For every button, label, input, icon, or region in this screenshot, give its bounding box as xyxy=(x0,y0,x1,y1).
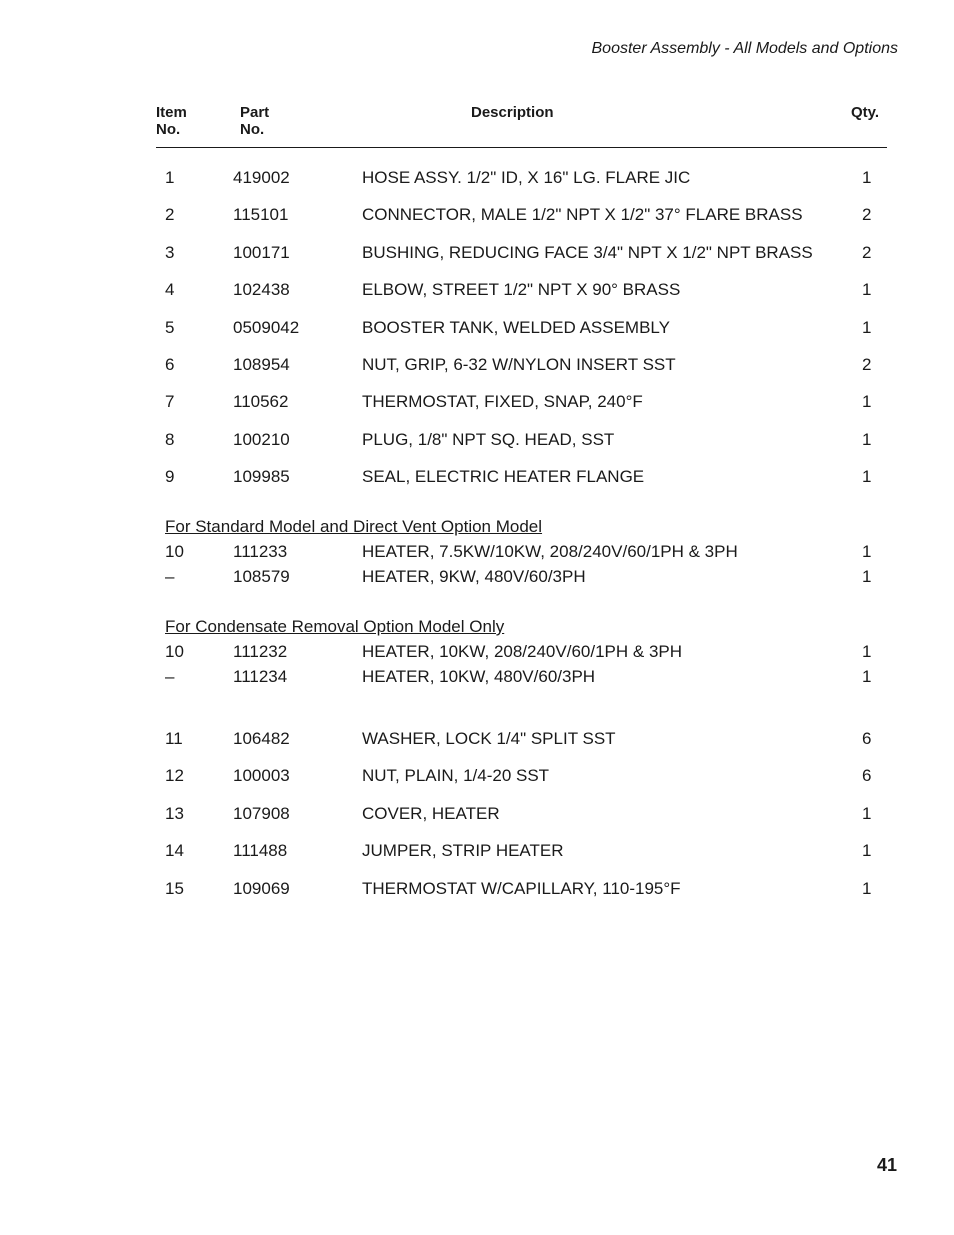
description: ELBOW, STREET 1/2" NPT X 90° BRASS xyxy=(362,280,681,299)
page-number: 41 xyxy=(876,1155,897,1175)
part-number: 419002 xyxy=(233,168,290,187)
table-row xyxy=(0,467,954,489)
description: PLUG, 1/8" NPT SQ. HEAD, SST xyxy=(362,430,615,449)
part-number: 111488 xyxy=(233,841,288,860)
column-header-item-line2: No. xyxy=(156,121,181,138)
part-number: 100210 xyxy=(233,430,290,449)
item-number: 2 xyxy=(165,205,175,224)
part-number: 107908 xyxy=(233,804,290,823)
part-number: 110562 xyxy=(233,392,289,411)
quantity: 1 xyxy=(862,567,872,586)
description: WASHER, LOCK 1/4" SPLIT SST xyxy=(362,729,616,748)
column-header-part-line1: Part xyxy=(240,104,270,121)
item-number: 6 xyxy=(165,355,175,374)
quantity: 1 xyxy=(862,667,872,686)
description: THERMOSTAT W/CAPILLARY, 110-195°F xyxy=(362,879,681,898)
column-header-item xyxy=(156,104,187,138)
description: THERMOSTAT, FIXED, SNAP, 240°F xyxy=(362,392,643,411)
quantity: 1 xyxy=(862,318,872,337)
quantity: 1 xyxy=(862,430,872,449)
item-number: 10 xyxy=(165,642,184,661)
table-row xyxy=(0,168,954,190)
quantity: 1 xyxy=(862,642,872,661)
column-header-part xyxy=(240,104,269,138)
item-number: 11 xyxy=(165,729,183,748)
part-number: 109069 xyxy=(233,879,290,898)
table-row xyxy=(0,542,954,564)
item-number: 8 xyxy=(165,430,175,449)
item-number: 13 xyxy=(165,804,184,823)
item-number: 12 xyxy=(165,766,184,785)
table-row xyxy=(0,430,954,452)
table-row xyxy=(0,280,954,302)
table-row xyxy=(0,729,954,751)
item-number: 5 xyxy=(165,318,175,337)
table-row xyxy=(0,879,954,901)
description: BUSHING, REDUCING FACE 3/4" NPT X 1/2" NPT BRASS xyxy=(362,243,813,262)
table-row xyxy=(0,841,954,863)
table-row xyxy=(0,567,954,589)
running-header: Booster Assembly - All Models and Options xyxy=(591,40,898,57)
section-title-standard: For Standard Model and Direct Vent Option Model xyxy=(165,517,543,536)
part-number: 108954 xyxy=(233,355,290,374)
quantity: 2 xyxy=(862,355,872,374)
table-row xyxy=(0,355,954,377)
item-number: 9 xyxy=(165,467,175,486)
quantity: 1 xyxy=(862,841,872,860)
item-number: – xyxy=(165,567,175,586)
quantity: 6 xyxy=(862,766,872,785)
item-number: 4 xyxy=(165,280,175,299)
item-number: 14 xyxy=(165,841,184,860)
quantity: 2 xyxy=(862,243,872,262)
column-header-description: Description xyxy=(471,104,554,121)
description: HEATER, 10KW, 480V/60/3PH xyxy=(362,667,596,686)
column-header-part-line2: No. xyxy=(240,121,265,138)
part-number: 0509042 xyxy=(233,318,300,337)
table-row xyxy=(0,205,954,227)
item-number: 10 xyxy=(165,542,184,561)
quantity: 1 xyxy=(862,168,872,187)
quantity: 2 xyxy=(862,205,872,224)
part-number: 100003 xyxy=(233,766,290,785)
quantity: 1 xyxy=(862,392,872,411)
item-number: 15 xyxy=(165,879,184,898)
item-number: – xyxy=(165,667,175,686)
part-number: 109985 xyxy=(233,467,290,486)
table-row xyxy=(0,766,954,788)
quantity: 1 xyxy=(862,467,872,486)
part-number: 100171 xyxy=(233,243,290,262)
quantity: 6 xyxy=(862,729,872,748)
description: JUMPER, STRIP HEATER xyxy=(362,841,564,860)
description: SEAL, ELECTRIC HEATER FLANGE xyxy=(362,467,645,486)
part-number: 106482 xyxy=(233,729,290,748)
part-number: 111234 xyxy=(233,667,288,686)
quantity: 1 xyxy=(862,804,872,823)
item-number: 1 xyxy=(165,168,175,187)
item-number: 7 xyxy=(165,392,175,411)
table-row xyxy=(0,392,954,414)
table-row xyxy=(0,804,954,826)
section-title-condensate: For Condensate Removal Option Model Only xyxy=(165,617,505,636)
description: HEATER, 7.5KW/10KW, 208/240V/60/1PH & 3PH xyxy=(362,542,738,561)
quantity: 1 xyxy=(862,542,872,561)
description: HEATER, 10KW, 208/240V/60/1PH & 3PH xyxy=(362,642,683,661)
table-row xyxy=(0,642,954,664)
part-number: 102438 xyxy=(233,280,290,299)
part-number: 115101 xyxy=(233,205,289,224)
description: BOOSTER TANK, WELDED ASSEMBLY xyxy=(362,318,670,337)
description: HEATER, 9KW, 480V/60/3PH xyxy=(362,567,586,586)
header-rule xyxy=(156,147,887,148)
item-number: 3 xyxy=(165,243,175,262)
description: CONNECTOR, MALE 1/2" NPT X 1/2" 37° FLARE BRASS xyxy=(362,205,803,224)
table-row xyxy=(0,243,954,265)
part-number: 108579 xyxy=(233,567,290,586)
quantity: 1 xyxy=(862,280,872,299)
table-row xyxy=(0,318,954,340)
part-number: 111233 xyxy=(233,542,288,561)
description: NUT, PLAIN, 1/4-20 SST xyxy=(362,766,550,785)
column-header-qty: Qty. xyxy=(851,104,880,121)
table-row xyxy=(0,667,954,689)
part-number: 111232 xyxy=(233,642,288,661)
quantity: 1 xyxy=(862,879,872,898)
description: COVER, HEATER xyxy=(362,804,500,823)
description: HOSE ASSY. 1/2" ID, X 16" LG. FLARE JIC xyxy=(362,168,691,187)
description: NUT, GRIP, 6-32 W/NYLON INSERT SST xyxy=(362,355,676,374)
column-header-item-line1: Item xyxy=(156,104,187,121)
